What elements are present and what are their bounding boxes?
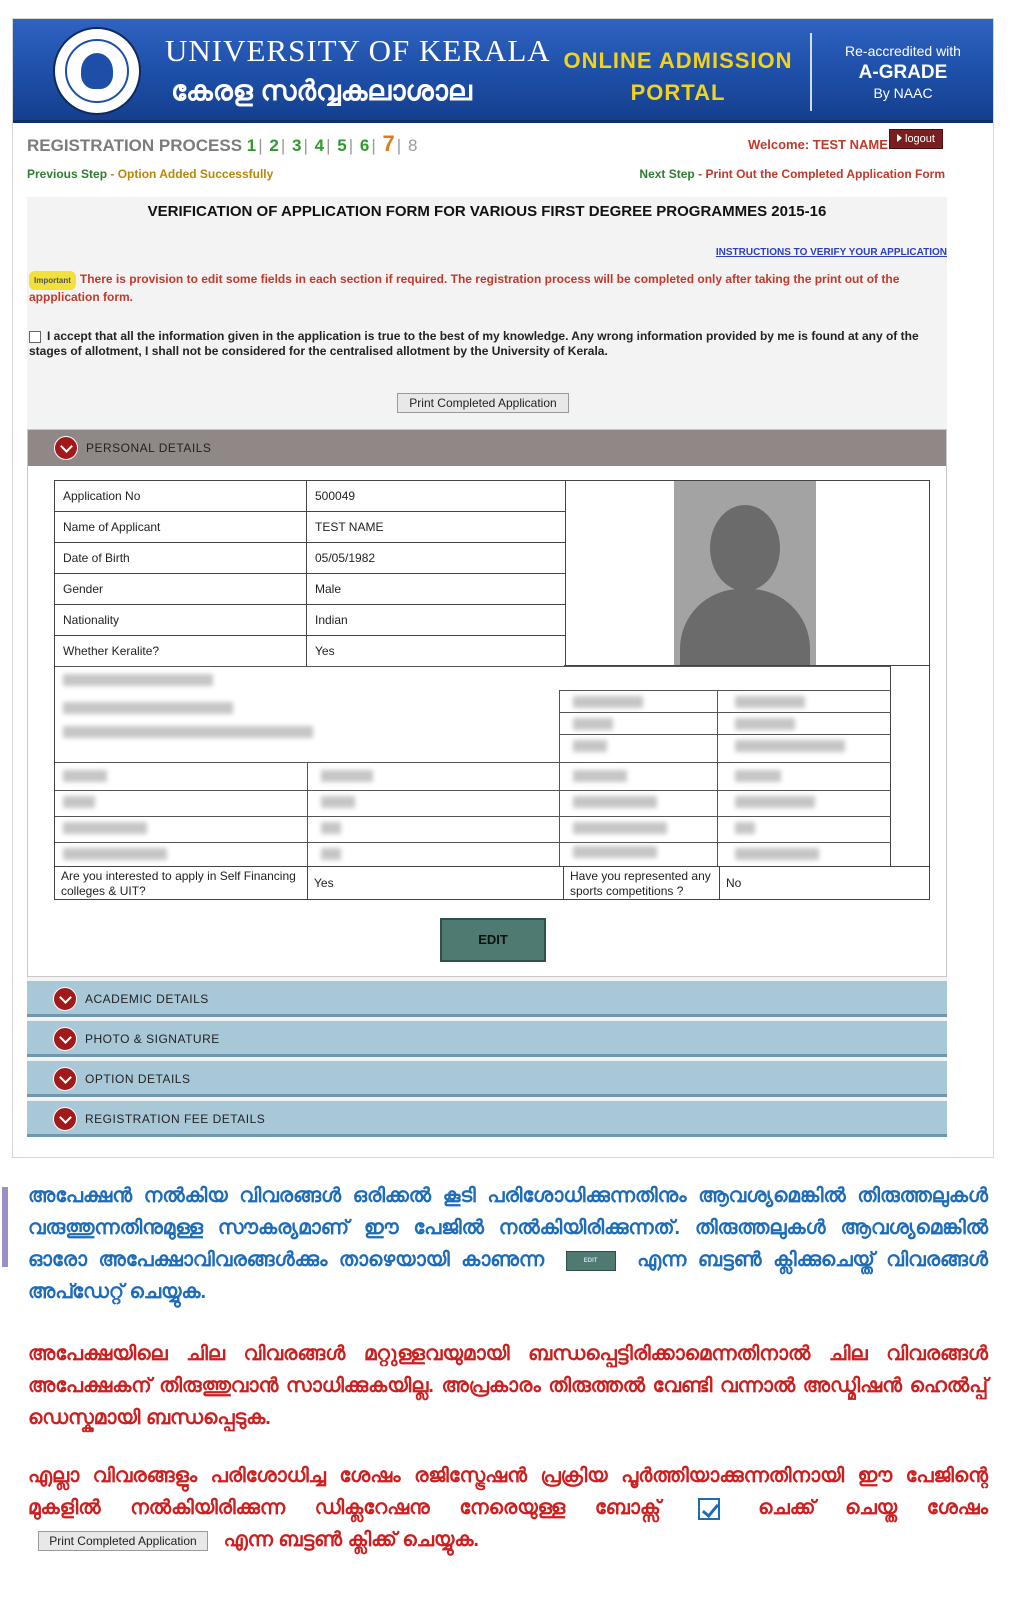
welcome-text: Welcome: TEST NAME <box>748 137 888 152</box>
logout-button[interactable] <box>889 129 943 149</box>
next-step-label[interactable]: Next Step <box>639 167 695 181</box>
photo-signature-title: PHOTO & SIGNATURE <box>85 1032 220 1046</box>
table-row <box>55 636 566 667</box>
academic-details-header[interactable] <box>27 981 947 1017</box>
redacted-details <box>54 666 930 866</box>
process-step-8: 8 <box>407 136 418 155</box>
sports-answer: No <box>719 867 929 899</box>
naac-line3: By NAAC <box>873 85 933 101</box>
option-details-title: OPTION DETAILS <box>85 1072 191 1086</box>
important-badge: Important <box>29 271 76 290</box>
registration-fee-title: REGISTRATION FEE DETAILS <box>85 1112 266 1126</box>
field-value: Male <box>307 574 566 605</box>
portal-title: ONLINE ADMISSION PORTAL <box>563 48 793 105</box>
process-step-7[interactable]: 7 <box>382 131 395 156</box>
admission-portal <box>12 18 994 1158</box>
form-content <box>27 197 947 1126</box>
notice-text: There is provision to edit some fields in each section if required. The registration process will be completed only after taking the print out of the appplication form. <box>29 272 900 304</box>
field-label: Application No <box>55 481 307 512</box>
naac-accreditation <box>813 41 993 104</box>
guide-text: എന്ന ബട്ടൺ ക്ലിക്കുചെയ്ത് വിവരങ്ങൾ അപ്ഡേറ്റ് ചെയ്യുക. <box>28 1249 988 1303</box>
checkbox-checked-icon <box>698 1498 720 1520</box>
personal-details-panel <box>27 429 947 977</box>
guide-text: എന്ന ബട്ടൺ ക്ലിക്ക് ചെയ്യുക. <box>223 1529 479 1551</box>
next-step[interactable] <box>639 167 945 181</box>
registration-process: REGISTRATION PROCESS 1 | 2 | 3 | 4 | 5 | 6 | 7 | 8 <box>27 131 418 156</box>
guide-text: അപേക്ഷൻ നൽകിയ വിവരങ്ങൾ ഒരിക്കൽ കൂടി പരിശോധിക്കുന്നതിനും ആവശ്യമെങ്കിൽ തിരുത്തലുകൾ വരുത്തുന്നതിനുമുള്ള സൗകര്യമാണ് ഈ പേജിൽ നൽകിയിരിക്കുന്നത്. തിരുത്തലുകൾ ആവശ്യമെങ്കിൽ ഓരോ അപേക്ഷാവിവരങ്ങൾക്കും താഴെയായി കാണുന്ന <box>28 1185 988 1271</box>
table-row <box>55 481 566 512</box>
page-title: VERIFICATION OF APPLICATION FORM FOR VARIOUS FIRST DEGREE PROGRAMMES 2015-16 <box>147 203 827 220</box>
applicant-photo-cell <box>564 480 930 666</box>
guide-text: എല്ലാ വിവരങ്ങളും പരിശോധിച്ച ശേഷം രജിസ്ട്രേഷൻ പ്രക്രിയ പൂർത്തിയാക്കുന്നതിനായി ഈ പേജിന്റെ മുകളിൽ നൽകിയിരിക്കുന്ന ഡിക്ലറേഷനു നേരെയുള്ള ബോക്സ് <box>28 1465 988 1519</box>
field-label: Name of Applicant <box>55 512 307 543</box>
guide-paragraph-3 <box>28 1460 988 1556</box>
photo-signature-header[interactable] <box>27 1021 947 1057</box>
university-name-ml: കേരള സർവ്വകലാശാല <box>171 75 472 106</box>
table-row <box>55 512 566 543</box>
personal-details-table <box>54 480 566 667</box>
process-step-5[interactable]: 5 <box>337 136 347 155</box>
table-row <box>55 574 566 605</box>
field-label: Nationality <box>55 605 307 636</box>
declaration-text: I accept that all the information given in the application is true to the best of my knowledge. Any wrong information provided by me is found at any of the stages of allotment, I shall not be considered for the centralised allotment by the University of Kerala. <box>29 329 919 358</box>
applicant-photo-placeholder-icon <box>674 481 816 665</box>
guide-text: ചെക്ക് ചെയ്ത ശേഷം <box>758 1497 988 1519</box>
chevron-down-icon[interactable] <box>53 1027 77 1051</box>
previous-step-label[interactable]: Previous Step <box>27 167 108 181</box>
edit-button[interactable]: EDIT <box>440 918 546 962</box>
process-step-3[interactable]: 3 <box>292 136 302 155</box>
process-step-1[interactable]: 1 <box>246 136 257 155</box>
chevron-down-icon[interactable] <box>54 436 78 460</box>
next-step-message: - Print Out the Completed Application Form <box>698 167 945 181</box>
self-financing-answer: Yes <box>307 867 563 899</box>
field-value: Indian <box>307 605 566 636</box>
academic-details-title: ACADEMIC DETAILS <box>85 992 209 1006</box>
field-value: TEST NAME <box>307 512 566 543</box>
field-value: 500049 <box>307 481 566 512</box>
print-button-sample: Print Completed Application <box>38 1531 208 1551</box>
process-step-6[interactable]: 6 <box>359 136 370 155</box>
process-step-4[interactable]: 4 <box>314 136 325 155</box>
guide-paragraph-1 <box>28 1180 988 1308</box>
personal-details-title: PERSONAL DETAILS <box>86 441 212 455</box>
self-financing-question: Are you interested to apply in Self Financing colleges & UIT? <box>61 869 296 898</box>
previous-step[interactable] <box>27 167 273 181</box>
extra-questions-row <box>54 866 930 900</box>
chevron-down-icon[interactable] <box>53 1067 77 1091</box>
declaration-checkbox[interactable] <box>29 331 41 343</box>
university-name-en: UNIVERSITY OF KERALA <box>165 33 551 68</box>
portal-banner <box>13 19 993 123</box>
process-step-2[interactable]: 2 <box>269 136 279 155</box>
university-seal-icon <box>53 27 141 115</box>
play-icon <box>897 134 902 142</box>
registration-fee-header[interactable] <box>27 1101 947 1137</box>
guide-marker <box>2 1187 8 1267</box>
field-label: Date of Birth <box>55 543 307 574</box>
chevron-down-icon[interactable] <box>53 987 77 1011</box>
sports-question: Have you represented any sports competitions ? <box>563 867 719 899</box>
table-row <box>55 605 566 636</box>
naac-line1: Re-accredited with <box>845 43 961 59</box>
banner-divider <box>810 33 812 111</box>
edit-notice <box>29 271 939 305</box>
chevron-down-icon[interactable] <box>53 1107 77 1131</box>
table-row <box>55 543 566 574</box>
process-label: REGISTRATION PROCESS <box>27 136 243 155</box>
print-completed-application-button[interactable]: Print Completed Application <box>397 393 569 413</box>
field-value: Yes <box>307 636 566 667</box>
field-label: Whether Keralite? <box>55 636 307 667</box>
naac-grade: A-GRADE <box>858 62 948 83</box>
option-details-header[interactable] <box>27 1061 947 1097</box>
logout-label: logout <box>905 133 935 145</box>
previous-step-message: - Option Added Successfully <box>110 167 274 181</box>
personal-details-header[interactable] <box>28 430 946 466</box>
guide-paragraph-2: അപേക്ഷയിലെ ചില വിവരങ്ങൾ മറ്റുള്ളവയുമായി ബന്ധപ്പെട്ടിരിക്കാമെന്നതിനാൽ ചില വിവരങ്ങൾ അപേക്ഷകന് തിരുത്തുവാൻ സാധിക്കുകയില്ല. അപ്രകാരം തിരുത്തൽ വേണ്ടി വന്നാൽ അഡ്മിഷൻ ഹെൽപ്പ് ഡെസ്കുമായി ബന്ധപ്പെടുക. <box>28 1343 988 1429</box>
declaration <box>29 329 941 359</box>
field-label: Gender <box>55 574 307 605</box>
field-value: 05/05/1982 <box>307 543 566 574</box>
edit-button-sample: EDIT <box>566 1251 616 1271</box>
instructions-link[interactable]: INSTRUCTIONS TO VERIFY YOUR APPLICATION <box>715 247 947 258</box>
